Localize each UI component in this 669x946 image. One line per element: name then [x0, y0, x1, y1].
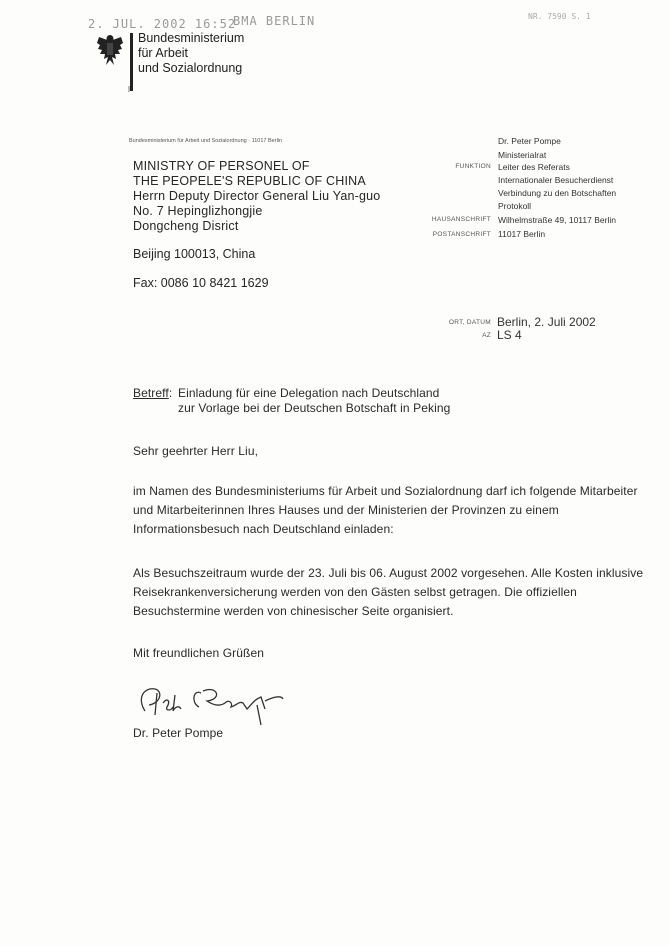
- paragraph2-line-3: Besuchstermine werden von chinesischer Seite organisiert.: [133, 604, 454, 618]
- subject-line-1: Einladung für eine Delegation nach Deutschland: [178, 386, 440, 400]
- postanschrift-value: 11017 Berlin: [498, 229, 546, 239]
- hausanschrift-label: HAUSANSCHRIFT: [431, 216, 491, 223]
- recipient-fax: Fax: 0086 10 8421 1629: [133, 276, 269, 290]
- letterhead-bar: [130, 33, 133, 91]
- recipient-line-2: THE PEOPELE'S REPUBLIC OF CHINA: [133, 174, 366, 188]
- hausanschrift-value: Wilhelmstraße 49, 10117 Berlin: [498, 215, 616, 225]
- recipient-line-3: Herrn Deputy Director General Liu Yan-guo: [133, 189, 381, 203]
- closing: Mit freundlichen Grüßen: [133, 646, 265, 660]
- az-value: LS 4: [497, 328, 522, 342]
- subject-colon: :: [168, 386, 173, 400]
- paragraph1-line-3: Informationsbesuch nach Deutschland einladen:: [133, 522, 394, 536]
- handwritten-signature: [133, 681, 293, 731]
- funktion-value-3: Verbindung zu den Botschaften: [498, 188, 617, 198]
- fax-sender: BMA BERLIN: [233, 14, 316, 28]
- paragraph1-line-1: im Namen des Bundesministeriums für Arbeit und Sozialordnung darf ich folgende Mitarbeiter: [133, 484, 638, 498]
- info-rank: Ministerialrat: [498, 150, 547, 160]
- recipient-line-4: No. 7 Hepinglizhongjie: [133, 204, 263, 218]
- funktion-label: FUNKTION: [455, 163, 491, 170]
- margin-mark: [128, 86, 130, 92]
- ministry-line-1: Bundesministerium: [138, 31, 245, 45]
- recipient-city: Beijing 100013, China: [133, 247, 256, 261]
- salutation: Sehr geehrter Herr Liu,: [133, 444, 259, 458]
- fax-timestamp: 2. JUL. 2002 16:52: [88, 17, 237, 31]
- return-address: Bundesministerium für Arbeit und Sozialordnung · 11017 Berlin: [129, 138, 283, 144]
- az-label: AZ: [482, 332, 491, 339]
- subject-label: Betreff: [133, 386, 169, 400]
- federal-eagle-icon: [96, 33, 124, 67]
- subject-line-2: zur Vorlage bei der Deutschen Botschaft in Peking: [178, 401, 451, 415]
- funktion-value-4: Protokoll: [498, 201, 532, 211]
- recipient-line-1: MINISTRY OF PERSONEL OF: [133, 159, 310, 173]
- funktion-value-1: Leiter des Referats: [498, 162, 570, 172]
- paragraph2-line-2: Reisekrankenversicherung werden von den Gästen selbst getragen. Die offiziellen: [133, 585, 577, 599]
- recipient-line-5: Dongcheng Disrict: [133, 219, 239, 233]
- paragraph1-line-2: und Mitarbeiterinnen Ihres Hauses und der Ministerien der Provinzen zu einem: [133, 503, 559, 517]
- ministry-line-2: für Arbeit: [138, 46, 189, 60]
- ministry-letterhead: [138, 31, 244, 76]
- info-name: Dr. Peter Pompe: [498, 136, 561, 146]
- ministry-line-3: und Sozialordnung: [138, 61, 243, 75]
- paragraph2-line-1: Als Besuchszeitraum wurde der 23. Juli bis 06. August 2002 vorgesehen. Alle Kosten inklusive: [133, 566, 644, 580]
- ort-datum-label: ORT, DATUM: [448, 319, 491, 326]
- funktion-value-2: Internationaler Besucherdienst: [498, 175, 614, 185]
- ort-datum-value: Berlin, 2. Juli 2002: [497, 315, 596, 329]
- postanschrift-label: POSTANSCHRIFT: [432, 231, 491, 238]
- recipient-address: [133, 159, 380, 234]
- signer-name: Dr. Peter Pompe: [133, 726, 224, 740]
- fax-page-number: NR. 7590 S. 1: [528, 12, 591, 21]
- subject-label-group: [133, 386, 172, 400]
